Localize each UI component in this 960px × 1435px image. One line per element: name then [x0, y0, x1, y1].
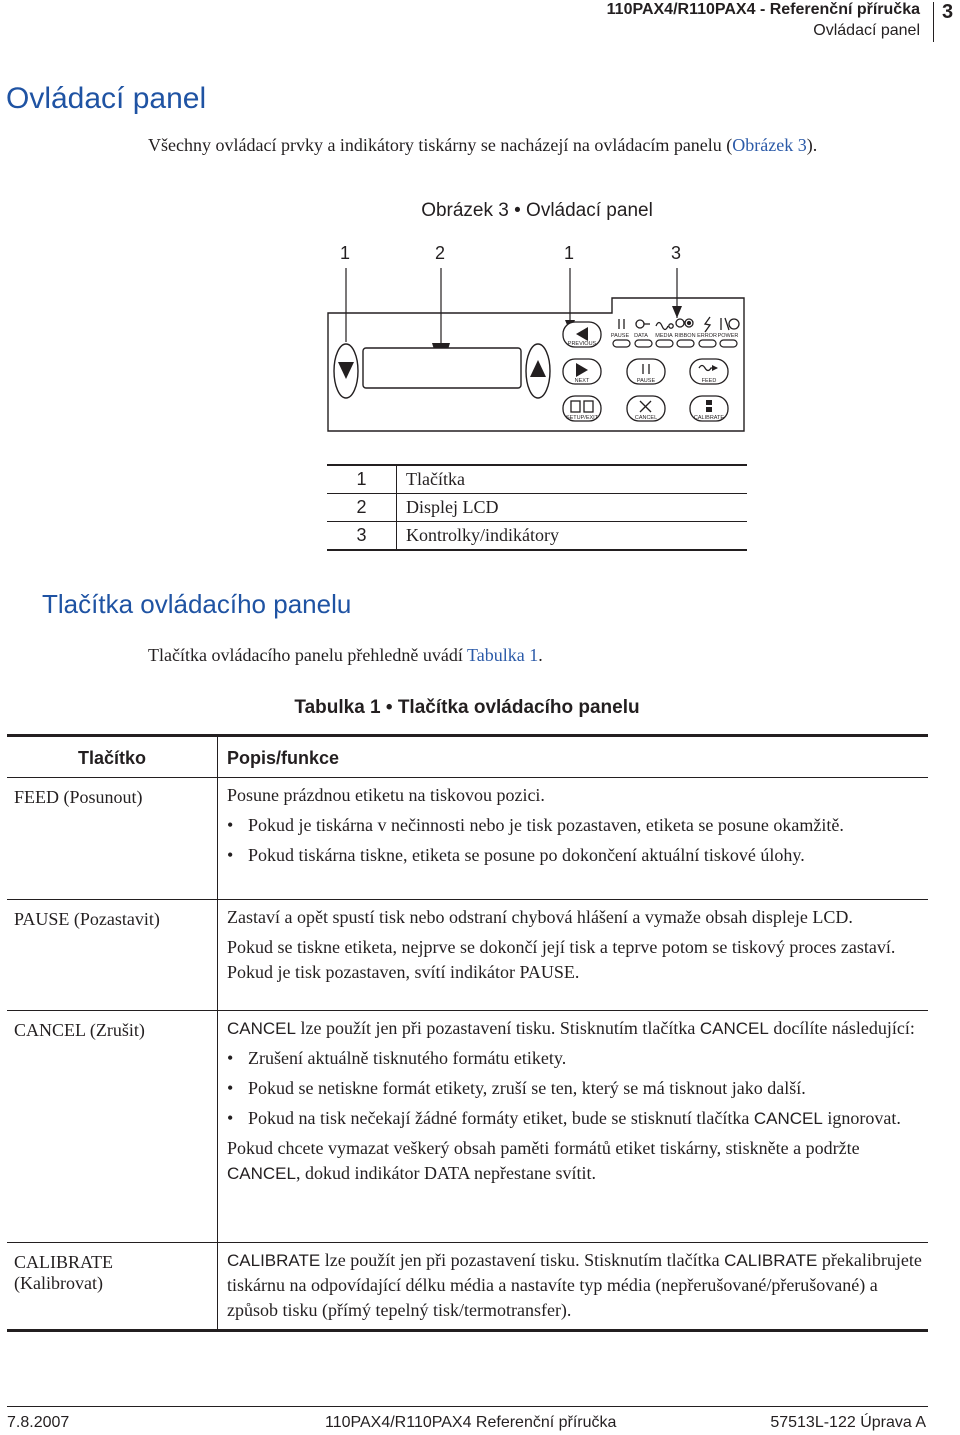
indicator-icons: [619, 317, 739, 332]
intro-text: Všechny ovládací prvky a indikátory tiskárny se nacházejí na ovládacím panelu (: [148, 135, 733, 155]
legend-number: 2: [327, 494, 397, 521]
indicator-label: DATA: [634, 333, 648, 339]
callout-arrowhead: [672, 306, 682, 318]
running-header-subtitle: Ovládací panel: [813, 22, 920, 39]
table-row: [7, 1243, 928, 1332]
button-name: FEED (Posunout): [7, 778, 218, 899]
button-description: CALIBRATE lze použít jen při pozastavení tisku. Stisknutím tlačítka CALIBRATE překalibrujete tiskárnu na odpovídající délku média a nastavíte typ média (nepřerušované/přerušované) a způsob tisku (přímý tepelný tisk/termotransfer).: [227, 1250, 922, 1320]
intro-text-end: ).: [806, 135, 818, 155]
legend-number: 1: [327, 466, 397, 493]
table-caption: Tabulka 1 • Tlačítka ovládacího panelu: [294, 697, 640, 718]
legend-row: [327, 522, 747, 551]
indicator-label: ERROR: [697, 333, 717, 339]
column-header: Tlačítko: [7, 737, 218, 777]
figure-link[interactable]: Obrázek 3: [732, 135, 807, 155]
callout-number: 1: [340, 243, 351, 263]
button-label: CANCEL: [634, 415, 658, 421]
button-name: CALIBRATE (Kalibrovat): [7, 1243, 218, 1329]
control-panel-figure: [0, 0, 960, 450]
button-label: SETUP/EXIT: [565, 415, 599, 421]
figure-legend: [327, 464, 747, 551]
table-row: [7, 1011, 928, 1243]
led-pause: [613, 340, 630, 347]
scroll-down-button: [334, 344, 358, 398]
button-description: CANCEL lze použít jen při pozastavení tisku. Stisknutím tlačítka CANCEL docílíte následující: • Zrušení aktuálně tisknutého formátu etikety. • Pokud se netiskne formát etikety, zruší se ten, který se má tisknout jako další. • Pokud na tisk nečekají žádné formáty etiket, bude se stisknutí tlačítka CANCEL ignorovat. Pokud chcete vymazat veškerý obsah paměti formátů etiket tiskárny, stiskněte a podržte CANCEL, dokud indikátor DATA nepřestane svítit.: [218, 1011, 928, 1242]
button-name: CANCEL (Zrušit): [7, 1011, 218, 1242]
led-error: [699, 340, 716, 347]
led-media: [656, 340, 673, 347]
chapter-number: 3: [942, 1, 954, 23]
button-label: PAUSE: [636, 378, 656, 384]
legend-row: [327, 466, 747, 494]
indicator-label: POWER: [717, 333, 739, 339]
callout-number: 3: [671, 243, 682, 263]
legend-text: Tlačítka: [406, 469, 465, 489]
callout-number: 2: [435, 243, 446, 263]
bullet-item: • Pokud na tisk nečekají žádné formáty etiket, bude se stisknutí tlačítka CANCEL ignorovat.: [227, 1106, 928, 1131]
led-ribbon: [677, 340, 694, 347]
legend-text: Displej LCD: [406, 497, 499, 517]
buttons-table: [7, 734, 928, 1332]
footer-date: 7.8.2007: [7, 1414, 70, 1431]
button-name: PAUSE (Pozastavit): [7, 900, 218, 1010]
bullet-item: • Pokud je tiskárna v nečinnosti nebo je tisk pozastaven, etiketa se posune okamžitě.: [227, 813, 928, 838]
table-row: [7, 900, 928, 1011]
footer-divider: [7, 1406, 928, 1407]
legend-row: [327, 494, 747, 522]
subsection-heading: Tlačítka ovládacího panelu: [42, 589, 352, 619]
footer-docnumber: 57513L-122 Úprava A: [770, 1414, 926, 1431]
button-description: Zastaví a opět spustí tisk nebo odstraní chybová hlášení a vymaže obsah displeje LCD. Pokud se tiskne etiketa, nejprve se dokončí její tisk a teprve potom se tiskový proces zastaví. Pokud je tisk pozastaven, svítí indikátor PAUSE.: [227, 907, 896, 982]
indicator-label: RIBBON: [674, 333, 696, 339]
bullet-item: • Zrušení aktuálně tisknutého formátu etikety.: [227, 1046, 928, 1071]
lcd-display: [363, 348, 521, 388]
figure-caption: Obrázek 3 • Ovládací panel: [421, 200, 653, 221]
button-label: PREVIOUS: [567, 341, 597, 347]
indicator-labels: [611, 333, 739, 339]
column-header: Popis/funkce: [227, 748, 340, 768]
subsection-paragraph: Tlačítka ovládacího panelu přehledně uvádí Tabulka 1.: [148, 645, 543, 665]
legend-text: Kontrolky/indikátory: [406, 525, 559, 545]
indicator-label: MEDIA: [655, 333, 673, 339]
bullet-item: • Pokud se netiskne formát etikety, zruší se ten, který se má tisknout jako další.: [227, 1076, 928, 1101]
indicator-label: PAUSE: [610, 333, 630, 339]
legend-number: 3: [327, 522, 397, 549]
section-heading: Ovládací panel: [6, 82, 207, 115]
bullet-item: • Pokud tiskárna tiskne, etiketa se posune po dokončení aktuální tiskové úlohy.: [227, 843, 928, 868]
indicator-leds: [613, 340, 737, 347]
button-description: Posune prázdnou etiketu na tiskovou pozici. • Pokud je tiskárna v nečinnosti nebo je tisk pozastaven, etiketa se posune okamžitě. • Pokud tiskárna tiskne, etiketa se posune po dokončení aktuální tiskové úlohy.: [218, 778, 928, 899]
button-label: CALIBRATE: [693, 415, 725, 421]
footer-title: 110PAX4/R110PAX4 Referenční příručka: [325, 1414, 617, 1431]
table-link[interactable]: Tabulka 1: [467, 645, 539, 665]
led-power: [720, 340, 737, 347]
led-data: [635, 340, 652, 347]
callout-number: 1: [564, 243, 575, 263]
running-header-title: 110PAX4/R110PAX4 - Referenční příručka: [606, 1, 920, 18]
table-row: [7, 778, 928, 900]
scroll-up-button: [526, 344, 550, 398]
table-header-row: [7, 737, 928, 778]
button-label: FEED: [701, 378, 717, 384]
button-label: NEXT: [574, 378, 590, 384]
